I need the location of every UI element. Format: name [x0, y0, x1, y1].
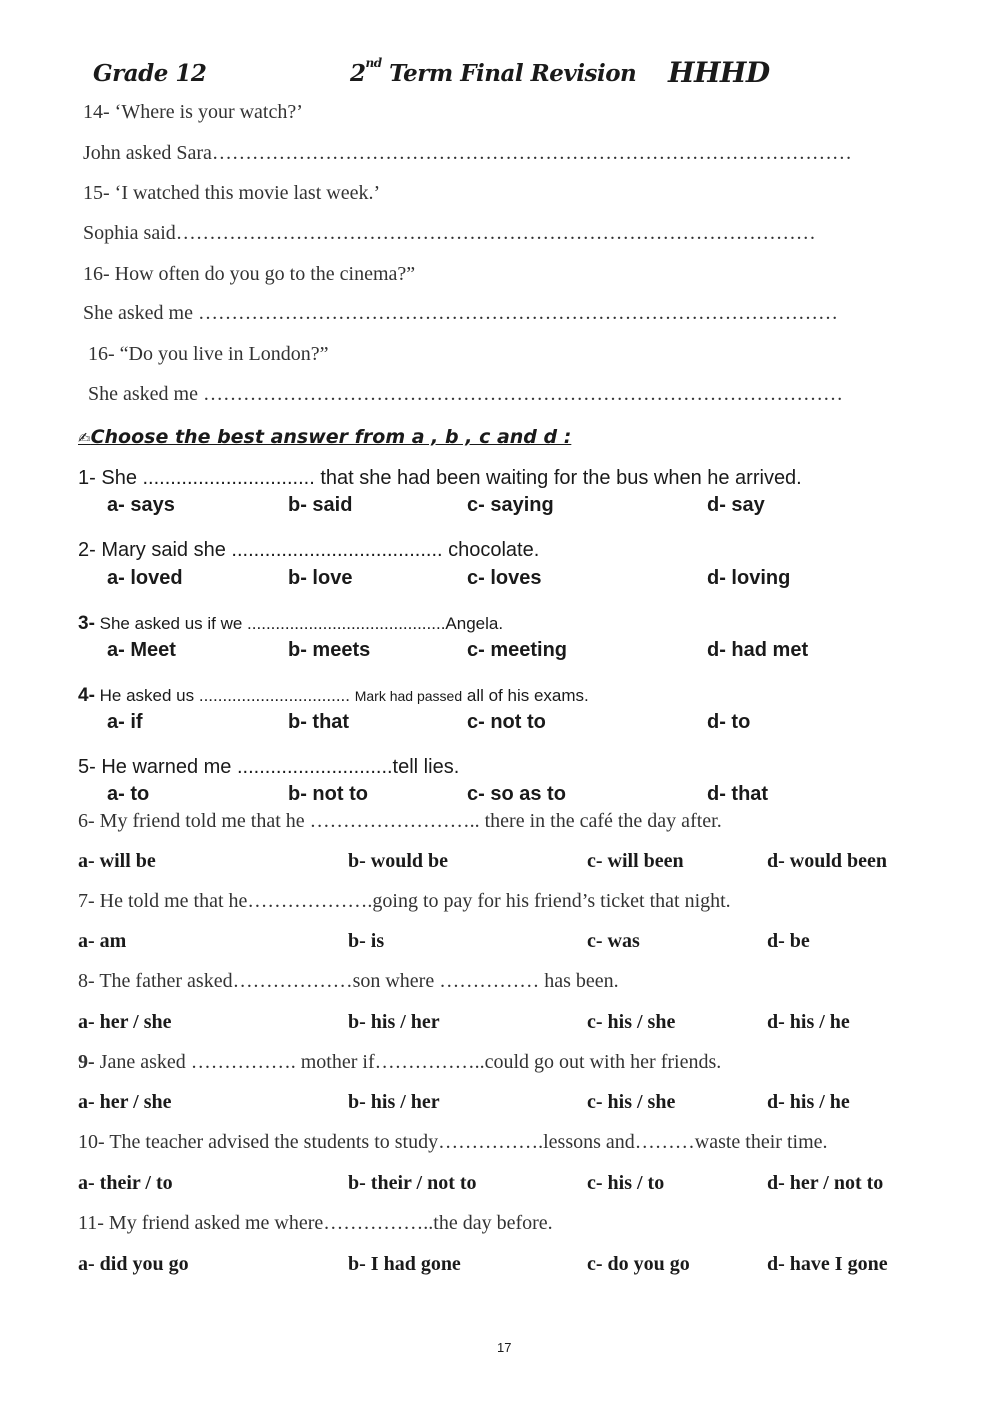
- mcq-10-option-a[interactable]: a- their / to: [78, 1172, 173, 1194]
- mcq-10-option-d[interactable]: d- her / not to: [767, 1172, 884, 1194]
- question-16a: 16- How often do you go to the cinema?”: [83, 263, 416, 285]
- mcq-3-option-a[interactable]: a- Meet: [107, 639, 176, 661]
- question-15: 15- ‘I watched this movie last week.’: [83, 182, 381, 204]
- mcq-7-option-a[interactable]: a- am: [78, 930, 127, 952]
- mcq-2-stem: 2- Mary said she ...................................... chocolate.: [78, 539, 540, 561]
- mcq-11-option-b[interactable]: b- I had gone: [348, 1253, 461, 1275]
- mcq-1-option-c[interactable]: c- saying: [467, 494, 554, 516]
- header-title: 2nd Term Final Revision: [350, 56, 637, 87]
- mcq-2-option-b[interactable]: b- love: [288, 567, 353, 589]
- mcq-11-option-a[interactable]: a- did you go: [78, 1253, 189, 1275]
- mcq-8-option-d[interactable]: d- his / he: [767, 1011, 850, 1033]
- answer-line-16a: She asked me ……………………………………………………………………………………: [83, 302, 838, 324]
- mcq-3-option-c[interactable]: c- meeting: [467, 639, 568, 661]
- mcq-5-option-c[interactable]: c- so as to: [467, 783, 566, 805]
- mcq-6-stem: 6- My friend told me that he …………………….. there in the café the day after.: [78, 810, 722, 832]
- mcq-8-option-c[interactable]: c- his / she: [587, 1011, 676, 1033]
- answer-line-16b: She asked me ……………………………………………………………………………………: [88, 383, 843, 405]
- mcq-4-option-a[interactable]: a- if: [107, 711, 143, 733]
- pencil-icon: ✍: [78, 429, 91, 447]
- mcq-4-option-c[interactable]: c- not to: [467, 711, 546, 733]
- mcq-5-stem: 5- He warned me ............................tell lies.: [78, 756, 460, 778]
- mcq-6-option-a[interactable]: a- will be: [78, 850, 156, 872]
- answer-line-15: Sophia said……………………………………………………………………………………: [83, 222, 816, 244]
- answer-line-14: John asked Sara……………………………………………………………………………………: [83, 142, 852, 164]
- mcq-5-option-b[interactable]: b- not to: [288, 783, 368, 805]
- header-code: HHHD: [668, 56, 770, 89]
- mcq-7-option-c[interactable]: c- was: [587, 930, 640, 952]
- mcq-5-option-a[interactable]: a- to: [107, 783, 150, 805]
- mcq-9-option-a[interactable]: a- her / she: [78, 1091, 172, 1113]
- mcq-1-stem: 1- She ............................... that she had been waiting for the bus when he arrived.: [78, 467, 802, 489]
- mcq-2-option-a[interactable]: a- loved: [107, 567, 183, 589]
- mcq-8-option-b[interactable]: b- his / her: [348, 1011, 440, 1033]
- mcq-6-option-b[interactable]: b- would be: [348, 850, 449, 872]
- mcq-1-option-d[interactable]: d- say: [707, 494, 765, 516]
- mcq-10-option-b[interactable]: b- their / not to: [348, 1172, 477, 1194]
- section-title: ✍Choose the best answer from a , b , c and d :: [78, 426, 572, 448]
- mcq-7-option-d[interactable]: d- be: [767, 930, 810, 952]
- page-number: 17: [497, 1340, 512, 1355]
- question-16b: 16- “Do you live in London?”: [88, 343, 329, 365]
- question-14: 14- ‘Where is your watch?’: [83, 101, 303, 123]
- mcq-8-stem: 8- The father asked………………son where …………… has been.: [78, 970, 619, 992]
- mcq-4-option-d[interactable]: d- to: [707, 711, 751, 733]
- mcq-3-option-b[interactable]: b- meets: [288, 639, 371, 661]
- mcq-8-option-a[interactable]: a- her / she: [78, 1011, 172, 1033]
- mcq-6-option-c[interactable]: c- will been: [587, 850, 684, 872]
- mcq-9-option-b[interactable]: b- his / her: [348, 1091, 440, 1113]
- mcq-9-option-c[interactable]: c- his / she: [587, 1091, 676, 1113]
- mcq-7-stem: 7- He told me that he……………….going to pay for his friend’s ticket that night.: [78, 890, 731, 912]
- mcq-4-stem: 4- He asked us ................................ Mark had passed all of his exams.: [78, 685, 589, 706]
- mcq-3-stem: 3- She asked us if we ..........................................Angela.: [78, 613, 504, 634]
- mcq-2-option-c[interactable]: c- loves: [467, 567, 542, 589]
- mcq-1-option-b[interactable]: b- said: [288, 494, 353, 516]
- mcq-9-stem: 9- Jane asked ……………. mother if……………..could go out with her friends.: [78, 1051, 722, 1073]
- mcq-11-option-c[interactable]: c- do you go: [587, 1253, 690, 1275]
- mcq-11-option-d[interactable]: d- have I gone: [767, 1253, 888, 1275]
- mcq-9-option-d[interactable]: d- his / he: [767, 1091, 850, 1113]
- mcq-6-option-d[interactable]: d- would been: [767, 850, 888, 872]
- mcq-7-option-b[interactable]: b- is: [348, 930, 385, 952]
- mcq-5-option-d[interactable]: d- that: [707, 783, 769, 805]
- mcq-3-option-d[interactable]: d- had met: [707, 639, 809, 661]
- mcq-11-stem: 11- My friend asked me where……………..the day before.: [78, 1212, 553, 1234]
- mcq-4-option-b[interactable]: b- that: [288, 711, 350, 733]
- mcq-10-stem: 10- The teacher advised the students to study…………….lessons and………waste their time.: [78, 1131, 828, 1153]
- mcq-2-option-d[interactable]: d- loving: [707, 567, 791, 589]
- mcq-10-option-c[interactable]: c- his / to: [587, 1172, 665, 1194]
- header-grade: Grade 12: [93, 60, 207, 87]
- mcq-1-option-a[interactable]: a- says: [107, 494, 175, 516]
